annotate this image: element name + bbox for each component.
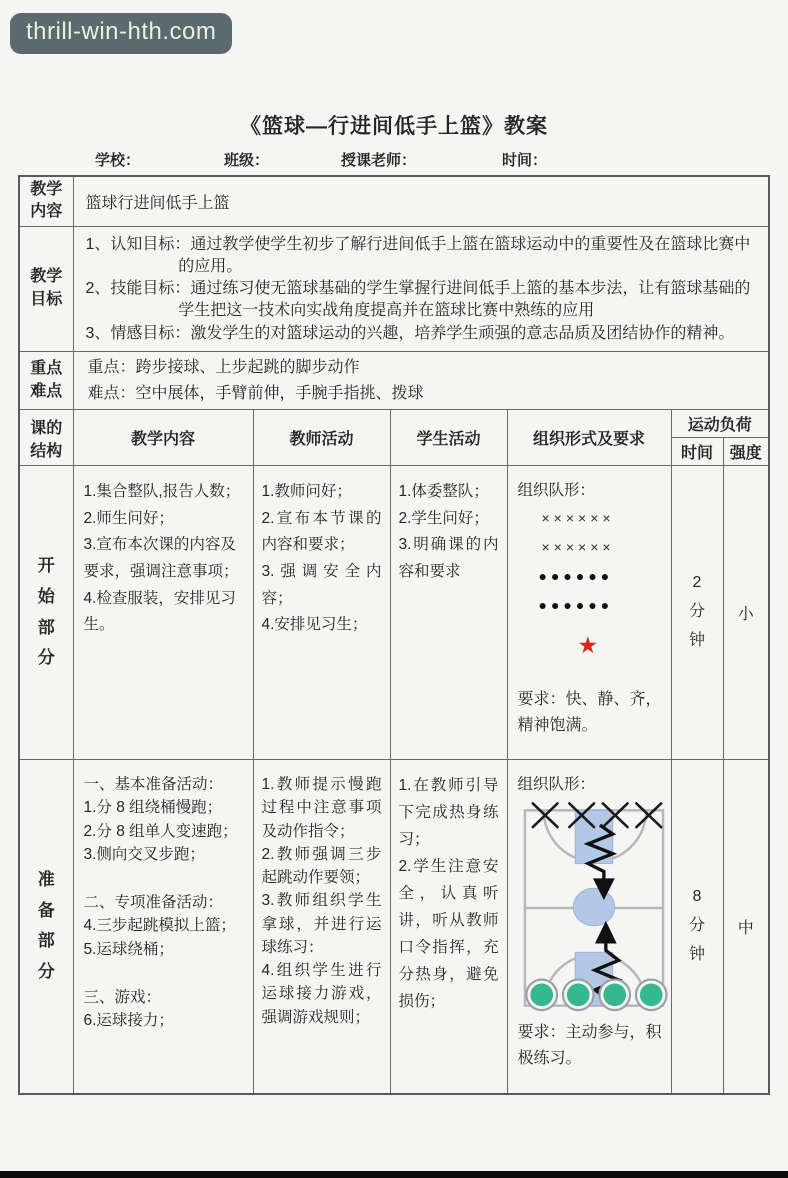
difficulty-text: 难点：空中展体，手臂前伸，手腕手指挑、拨球	[87, 384, 424, 402]
list-item: 3.教师组织学生拿球，并进行运球练习：	[261, 892, 382, 956]
stage2-time: 8分钟	[671, 760, 723, 1094]
stage2-student-activity	[390, 760, 507, 1094]
stage1-organization	[507, 466, 671, 760]
stage1-intensity: 小	[723, 466, 769, 760]
watermark-badge: thrill-win-hth.com	[10, 13, 232, 54]
header-structure: 课的结构	[19, 410, 73, 466]
list-item: 3.明确课的内容和要求	[398, 536, 499, 581]
stage2-teacher-activity	[253, 760, 390, 1094]
keypoints-label: 重点难点	[19, 351, 73, 409]
formation-row-dot: ●●●●●●	[538, 567, 614, 584]
bottom-bar	[0, 1171, 788, 1178]
time-field-label: 时间：	[502, 152, 548, 169]
list-item: 1.集合整队,报告人数；	[83, 483, 241, 501]
group-title: 三、游戏：	[83, 988, 162, 1006]
header-organization: 组织形式及要求	[507, 410, 671, 466]
list-item: 3.宣布本次课的内容及要求，强调注意事项；	[83, 536, 239, 581]
group-title: 一、基本准备活动：	[83, 776, 224, 794]
header-load: 运动负荷	[671, 410, 769, 438]
stage-row-prepare	[19, 760, 769, 1094]
list-item: 1.分 8 组绕桶慢跑；	[83, 799, 223, 817]
teaching-content-label: 教学内容	[19, 176, 73, 226]
list-item: 2.教师强调三步起跳动作要领；	[261, 845, 382, 887]
header-intensity: 强度	[723, 438, 769, 466]
page-title: 《篮球—行进间低手上篮》教案	[240, 115, 548, 138]
objective-cognitive: 1、认知目标：通过教学使学生初步了解行进间低手上篮在篮球运动中的重要性及在篮球比赛中的应用。	[85, 235, 751, 276]
keypoints-cell	[73, 351, 769, 409]
table-header-row	[19, 410, 769, 438]
list-item: 4.安排见习生；	[261, 616, 368, 634]
center-circle	[573, 888, 614, 925]
requirement-text: 要求：主动参与，积极练习。	[517, 1024, 662, 1068]
list-item: 1.教师问好；	[261, 483, 352, 501]
row-objectives	[19, 226, 769, 351]
list-item: 2.分 8 组单人变速跑；	[83, 822, 238, 840]
objective-skill: 2、技能目标：通过练习使无篮球基础的学生掌握行进间低手上篮的基本步法，让有篮球基础的学生把这一技术向实战角度提高并在篮球比赛中熟练的应用	[85, 280, 751, 320]
teacher-star-icon: ★	[577, 632, 599, 659]
list-item: 6.运球接力；	[83, 1012, 174, 1030]
list-item: 1.在教师引导下完成热身练习；	[398, 777, 499, 849]
school-field-label: 学校：	[95, 152, 141, 169]
requirement-text: 要求：快、静、齐，精神饱满。	[517, 691, 662, 735]
lesson-plan-table	[18, 175, 770, 1095]
stage1-teaching-content	[73, 466, 253, 760]
stage2-organization	[507, 760, 671, 1094]
header-teaching-content: 教学内容	[73, 410, 253, 466]
header-fields	[0, 149, 788, 171]
list-item: 3.强调安全内容；	[261, 563, 382, 607]
objective-emotion: 3、情感目标：激发学生的对篮球运动的兴趣，培养学生顽强的意志品质及团结协作的精神。	[85, 324, 735, 342]
objectives-cell	[73, 226, 769, 351]
header-time: 时间	[671, 438, 723, 466]
keypoint-text: 重点：跨步接球、上步起跳的脚步动作	[87, 358, 360, 376]
formation-row-x: ××××××	[541, 539, 615, 556]
stage1-teacher-activity	[253, 466, 390, 760]
stage1-time: 2分钟	[671, 466, 723, 760]
header-student-activity: 学生活动	[390, 410, 507, 466]
stage-row-begin	[19, 466, 769, 760]
list-item: 1.教师提示慢跑过程中注意事项及动作指令；	[261, 776, 382, 840]
header-teacher-activity: 教师活动	[253, 410, 390, 466]
list-item: 2.学生注意安全，认真听讲，听从教师口令指挥，充分热身，避免损伤；	[398, 858, 499, 1010]
teacher-field-label: 授课老师：	[341, 152, 417, 169]
stage1-student-activity	[390, 466, 507, 760]
list-item: 1.体委整队；	[398, 483, 489, 501]
row-keypoints	[19, 351, 769, 409]
list-item: 2.学生问好；	[398, 509, 489, 527]
objectives-label: 教学目标	[19, 226, 73, 351]
row-teaching-content	[19, 176, 769, 226]
list-item: 4.检查服装，安排见习生。	[83, 589, 236, 634]
basketball-court-diagram	[520, 801, 668, 1014]
list-item: 4.三步起跳模拟上篮；	[83, 917, 236, 935]
stage2-teaching-content	[73, 760, 253, 1094]
list-item: 4.组织学生进行运球接力游戏，强调游戏规则；	[261, 962, 382, 1026]
formation-row-x: ××××××	[541, 510, 615, 527]
teaching-content-value: 篮球行进间低手上篮	[73, 176, 769, 226]
list-item: 2.宣布本节课的内容和要求；	[261, 509, 382, 554]
list-item: 3.侧向交叉步跑；	[83, 845, 205, 863]
stage2-intensity: 中	[723, 760, 769, 1094]
formation-title: 组织队形：	[517, 482, 596, 500]
stage2-name: 准备部分	[19, 760, 73, 1094]
list-item: 2.师生问好；	[83, 509, 174, 527]
list-item: 5.运球绕桶；	[83, 940, 174, 958]
formation-title: 组织队形：	[517, 776, 596, 794]
stage1-name: 开始部分	[19, 466, 73, 760]
group-title: 二、专项准备活动：	[83, 894, 224, 912]
formation-row-dot: ●●●●●●	[538, 596, 614, 613]
class-field-label: 班级：	[224, 152, 270, 169]
